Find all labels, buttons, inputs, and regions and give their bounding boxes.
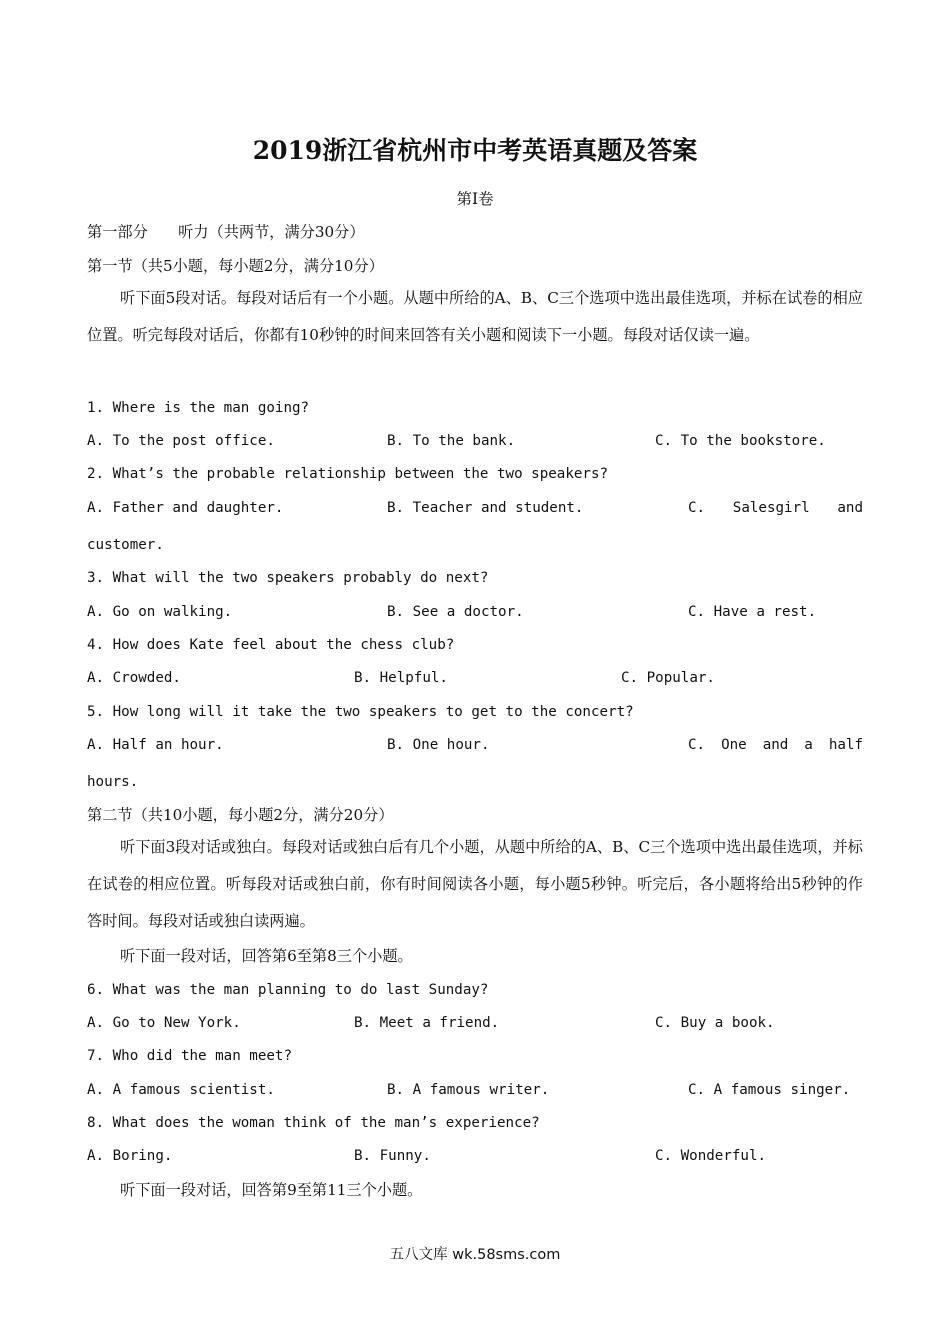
question-3-option-a: A. Go on walking. <box>87 604 233 620</box>
question-5-option-c-word: half <box>828 737 863 753</box>
question-3-option-c: C. Have a rest. <box>688 604 817 620</box>
dialogue-1-intro: 听下面一段对话，回答第6至第8三个小题。 <box>120 947 413 965</box>
question-5-option-c <box>688 734 863 756</box>
question-4-option-c: C. Popular. <box>621 670 715 686</box>
dialogue-2-intro: 听下面一段对话，回答第9至第11三个小题。 <box>120 1181 423 1199</box>
question-5-option-b: B. One hour. <box>387 737 490 753</box>
question-4-option-a: A. Crowded. <box>87 670 181 686</box>
question-5-option-c-continued: hours. <box>87 774 139 790</box>
footer-brand: 五八文库 <box>389 1247 448 1263</box>
question-1-option-c: C. To the bookstore. <box>655 433 826 449</box>
question-1-option-a: A. To the post office. <box>87 433 275 449</box>
question-6-option-a: A. Go to New York. <box>87 1015 241 1031</box>
question-2-option-c-word: and <box>837 500 863 516</box>
question-7-option-b: B. A famous writer. <box>387 1082 550 1098</box>
question-6-option-b: B. Meet a friend. <box>354 1015 500 1031</box>
question-8-option-a: A. Boring. <box>87 1148 173 1164</box>
question-6-stem: 6. What was the man planning to do last Sunday? <box>87 982 489 998</box>
question-7-option-a: A. A famous scientist. <box>87 1082 275 1098</box>
question-5-option-a: A. Half an hour. <box>87 737 224 753</box>
footer-site-link[interactable]: wk.58sms.com <box>452 1247 561 1263</box>
question-4-option-b: B. Helpful. <box>354 670 448 686</box>
section2-instructions: 听下面3段对话或独白。每段对话或独白后有几个小题，从题中所给的A、B、C三个选项中选出最佳选项，并标在试卷的相应位置。听每段对话或独白前，你有时间阅读各小题，每小题5秒钟。听完后，各小题将给出5秒钟的作答时间。每段对话或独白读两遍。 <box>87 838 863 930</box>
document-title: 2019浙江省杭州市中考英语真题及答案 <box>252 136 698 165</box>
question-2-option-a: A. Father and daughter. <box>87 500 284 516</box>
question-5-option-c-word: and <box>762 737 789 753</box>
question-7-stem: 7. Who did the man meet? <box>87 1048 292 1064</box>
section1-instructions: 听下面5段对话。每段对话后有一个小题。从题中所给的A、B、C三个选项中选出最佳选项，并标在试卷的相应位置。听完每段对话后，你都有10秒钟的时间来回答有关小题和阅读下一小题。每段对话仅读一遍。 <box>87 289 863 344</box>
question-3-option-b: B. See a doctor. <box>387 604 524 620</box>
page-footer <box>0 1244 950 1266</box>
question-5-option-c-word: One <box>721 737 747 753</box>
question-1-stem: 1. Where is the man going? <box>87 400 310 416</box>
question-2-option-b: B. Teacher and student. <box>387 500 584 516</box>
section1-heading: 第一节（共5小题，每小题2分，满分10分） <box>87 257 384 275</box>
question-2-stem: 2. What’s the probable relationship between the two speakers? <box>87 466 609 482</box>
question-5-option-c-word: a <box>804 737 813 753</box>
question-5-option-c-word: C. <box>688 737 706 753</box>
question-4-stem: 4. How does Kate feel about the chess club? <box>87 637 455 653</box>
question-2-option-c <box>688 497 863 519</box>
question-6-option-c: C. Buy a book. <box>655 1015 775 1031</box>
question-5-stem: 5. How long will it take the two speakers to get to the concert? <box>87 704 634 720</box>
question-8-stem: 8. What does the woman think of the man’s experience? <box>87 1115 540 1131</box>
question-2-option-c-word: Salesgirl <box>732 500 810 516</box>
question-8-option-c: C. Wonderful. <box>655 1148 767 1164</box>
question-2-option-c-word: C. <box>688 500 706 516</box>
question-7-option-c: C. A famous singer. <box>688 1082 851 1098</box>
question-2-option-c-continued: customer. <box>87 537 164 553</box>
volume-label: 第Ⅰ卷 <box>456 190 494 208</box>
section2-heading: 第二节（共10小题，每小题2分，满分20分） <box>87 806 394 824</box>
question-1-option-b: B. To the bank. <box>387 433 516 449</box>
part1-heading: 第一部分 听力（共两节，满分30分） <box>87 223 365 241</box>
question-3-stem: 3. What will the two speakers probably do next? <box>87 570 489 586</box>
question-8-option-b: B. Funny. <box>354 1148 431 1164</box>
